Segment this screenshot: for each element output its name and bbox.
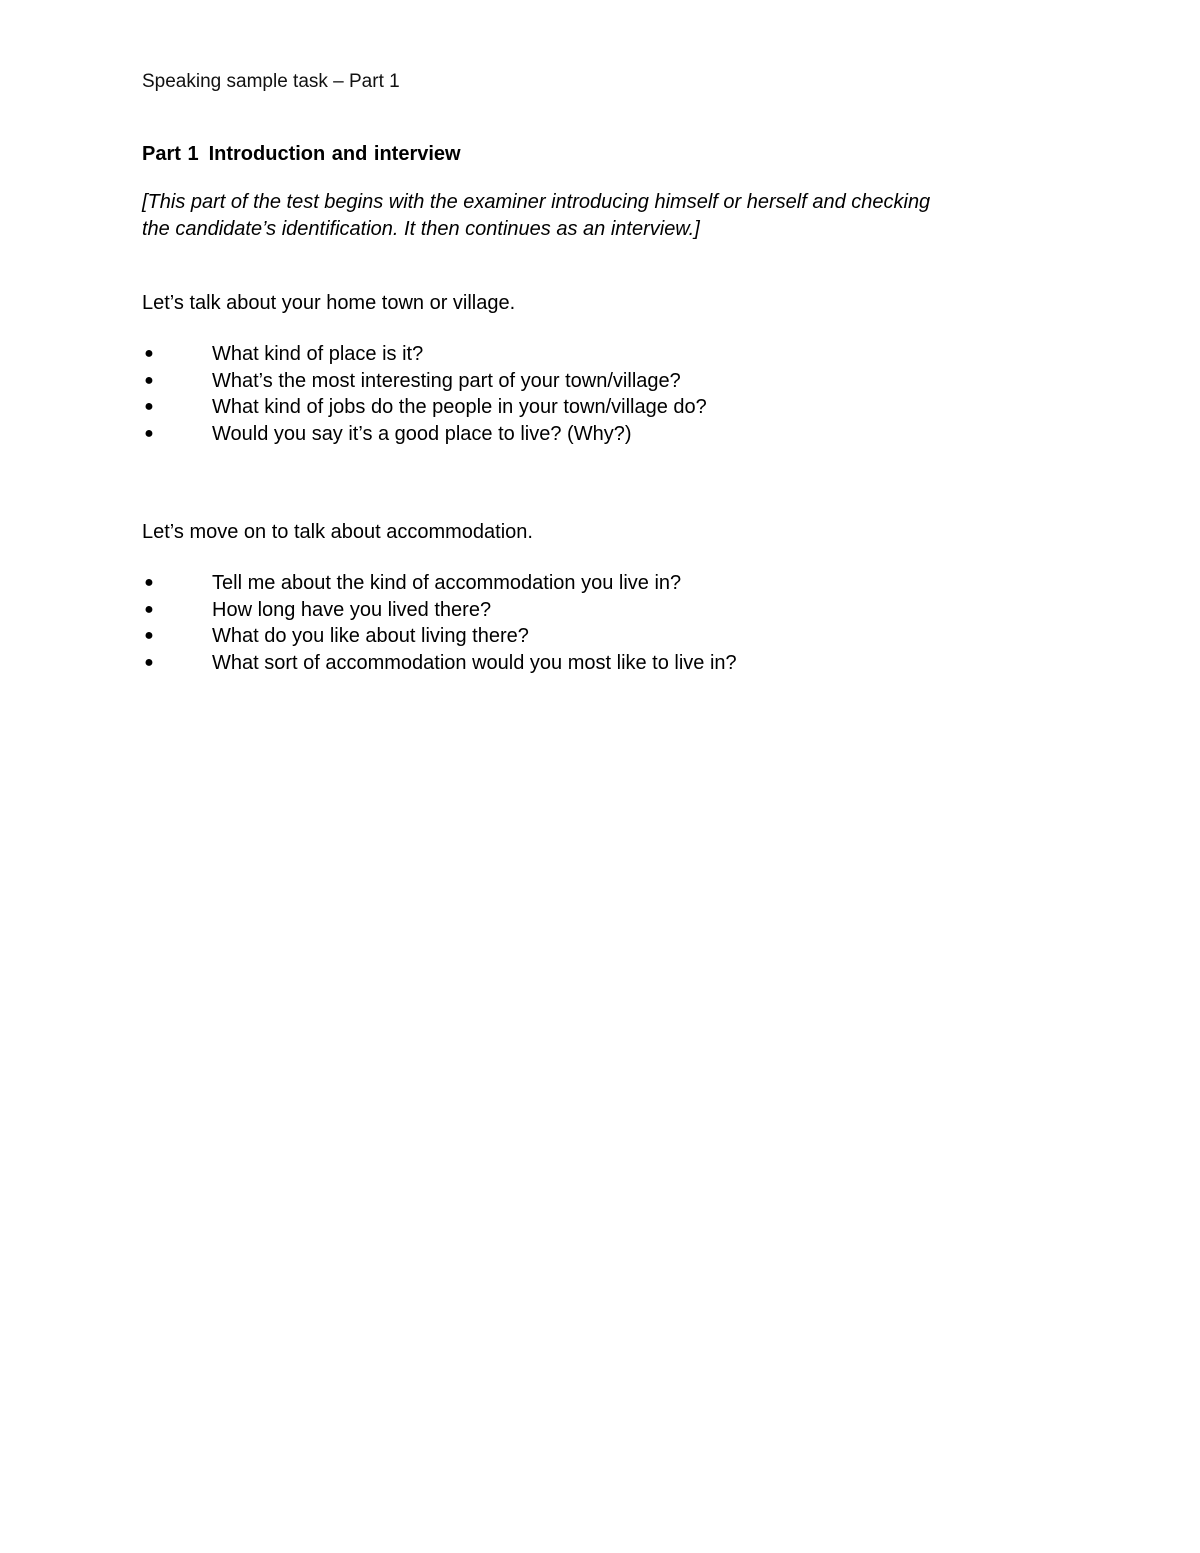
bullet-icon: ● xyxy=(144,398,154,415)
section-title xyxy=(142,141,461,167)
question-text: What kind of jobs do the people in your town/village do? xyxy=(212,396,707,418)
bullet-icon: ● xyxy=(144,574,154,591)
bullet-icon: ● xyxy=(144,627,154,644)
question-text: What sort of accommodation would you most like to live in? xyxy=(212,651,737,674)
bullet-icon: ● xyxy=(144,345,154,362)
bullet-icon: ● xyxy=(144,371,154,389)
page-header: Speaking sample task – Part 1 xyxy=(142,71,400,92)
question-text: How long have you lived there? xyxy=(212,598,492,621)
question-text: Would you say it’s a good place to live? (Why?) xyxy=(212,422,632,445)
question-text: What’s the most interesting part of your town/village? xyxy=(212,369,681,392)
section-number: Part 1 xyxy=(142,143,199,165)
bullet-icon: ● xyxy=(144,653,154,671)
topic-lead-accommodation: Let’s move on to talk about accommodation. xyxy=(142,521,533,543)
question-text: Tell me about the kind of accommodation you live in? xyxy=(212,572,682,594)
question-text: What kind of place is it? xyxy=(212,343,424,365)
question-text: What do you like about living there? xyxy=(212,625,529,647)
intro-note: [This part of the test begins with the examiner introducing himself or herself and checking the candidate’s identification. It then continues as an interview.] xyxy=(142,191,931,240)
bullet-icon: ● xyxy=(144,600,154,618)
topic-lead-home-town: Let’s talk about your home town or village. xyxy=(142,292,516,314)
section-heading: Introduction and interview xyxy=(208,143,461,165)
bullet-icon: ● xyxy=(144,424,154,442)
